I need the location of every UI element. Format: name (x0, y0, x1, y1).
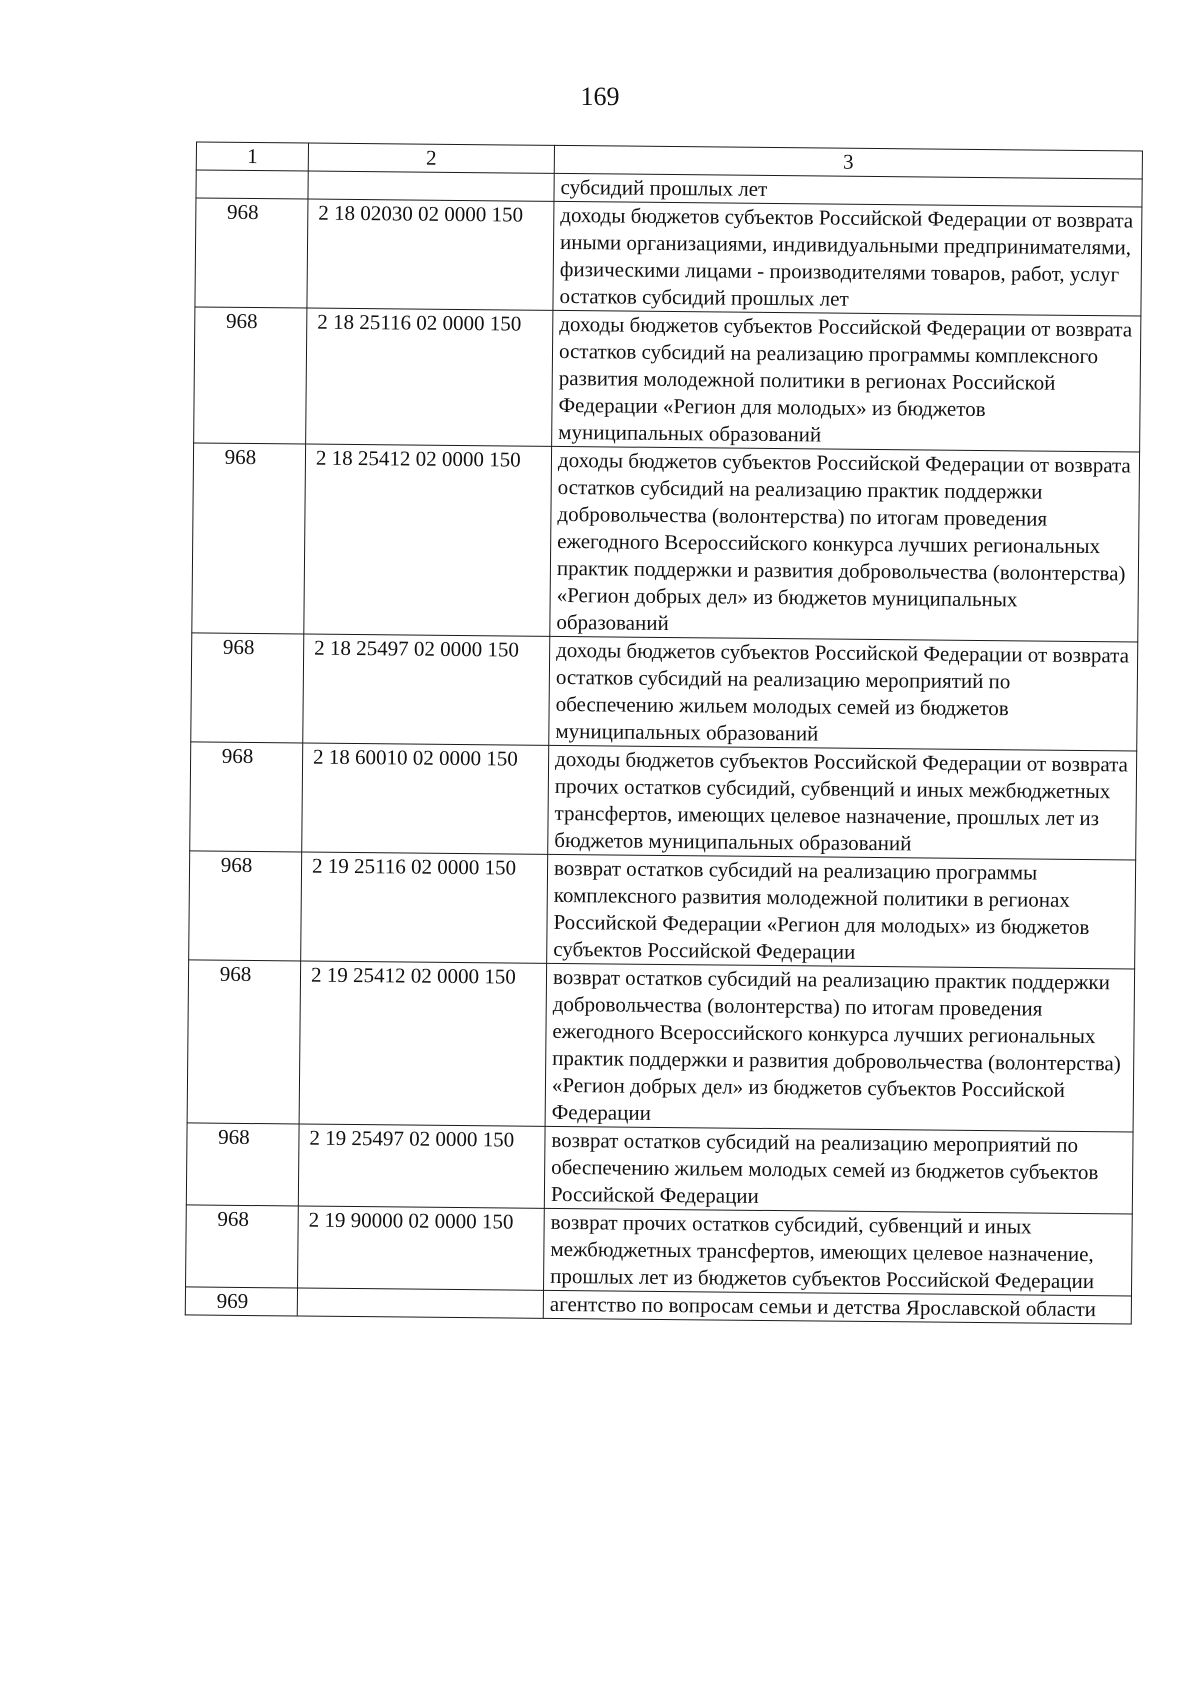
admin-code-cell: 968 (195, 198, 308, 308)
table-row (189, 851, 1136, 969)
header-column-1: 1 (196, 142, 308, 171)
page-number: 169 (580, 82, 620, 111)
admin-code-cell: 968 (190, 742, 303, 852)
budget-code-cell: 2 19 25116 02 0000 150 (301, 852, 548, 963)
table-row (192, 443, 1140, 642)
header-column-3: 3 (554, 145, 1142, 179)
admin-code-cell: 968 (187, 960, 301, 1124)
revenue-name-cell: доходы бюджетов субъектов Российской Федерации от возврата остатков субсидий на реализацию программы комплексного развития молодежной политики в регионах Российской Федерации «Регион для молодых» из бюджетов муниципальных образований (552, 310, 1141, 452)
revenue-name-cell: доходы бюджетов субъектов Российской Федерации от возврата иными организациями, индивидуальными предпринимателями, физическими лицами - производителями товаров, работ, услуг остатков субсидий прошлых лет (553, 201, 1142, 316)
revenue-name-cell: возврат остатков субсидий на реализацию программы комплексного развития молодежной политики в регионах Российской Федерации «Регион для молодых» из бюджетов субъектов Российской Федерации (547, 854, 1136, 969)
budget-code-cell (308, 171, 554, 201)
budget-code-cell: 2 19 25412 02 0000 150 (299, 961, 547, 1126)
revenue-name-cell: агентство по вопросам семьи и детства Ярославской области (543, 1290, 1131, 1324)
revenue-codes-table (185, 141, 1143, 1324)
budget-code-cell: 2 18 25497 02 0000 150 (303, 634, 550, 745)
budget-code-cell: 2 18 60010 02 0000 150 (302, 743, 549, 854)
revenue-name-cell: возврат остатков субсидий на реализацию практик поддержки добровольчества (волонтерства) по итогам проведения ежегодного Всероссийского конкурса лучших региональных практик поддержки и развития добровольчества (волонтерства) «Регион добрых дел» из бюджетов субъектов Российской Федерации (545, 963, 1135, 1132)
table-row (194, 307, 1141, 452)
budget-code-cell: 2 18 25116 02 0000 150 (306, 308, 553, 446)
admin-code-cell: 969 (185, 1287, 297, 1316)
admin-code-cell: 968 (191, 633, 304, 743)
table-row (195, 198, 1142, 316)
revenue-name-cell: доходы бюджетов субъектов Российской Федерации от возврата остатков субсидий на реализацию мероприятий по обеспечению жильем молодых семей из бюджетов муниципальных образований (549, 636, 1138, 751)
revenue-name-cell: доходы бюджетов субъектов Российской Федерации от возврата остатков субсидий на реализацию практик поддержки добровольчества (волонтерства) по итогам проведения ежегодного Всероссийского конкурса лучших региональных практик поддержки и развития добровольчества (волонтерства) «Регион добрых дел» из бюджетов муниципальных образований (550, 446, 1140, 642)
header-column-2: 2 (308, 143, 554, 173)
table-row (190, 742, 1137, 860)
table-row (191, 633, 1138, 751)
budget-code-cell: 2 19 25497 02 0000 150 (298, 1124, 545, 1208)
revenue-name-cell: субсидий прошлых лет (554, 173, 1142, 207)
admin-code-cell: 968 (192, 443, 306, 634)
budget-code-cell (297, 1288, 543, 1318)
admin-code-cell: 968 (186, 1205, 299, 1288)
revenue-name-cell: доходы бюджетов субъектов Российской Федерации от возврата прочих остатков субсидий, субвенций и иных межбюджетных трансфертов, имеющих целевое назначение, прошлых лет из бюджетов муниципальных образований (548, 745, 1137, 860)
budget-code-cell: 2 18 25412 02 0000 150 (304, 444, 552, 636)
revenue-name-cell: возврат прочих остатков субсидий, субвенций и иных межбюджетных трансфертов, имеющих целевое назначение, прошлых лет из бюджетов субъектов Российской Федерации (544, 1208, 1133, 1296)
admin-code-cell: 968 (189, 851, 302, 961)
admin-code-cell: 968 (186, 1123, 299, 1206)
admin-code-cell (196, 170, 308, 199)
table-row (187, 960, 1135, 1132)
admin-code-cell: 968 (194, 307, 307, 444)
budget-code-cell: 2 19 90000 02 0000 150 (298, 1206, 545, 1290)
table-row (186, 1205, 1133, 1296)
budget-code-cell: 2 18 02030 02 0000 150 (307, 199, 554, 310)
table-row (186, 1123, 1133, 1214)
revenue-name-cell: возврат остатков субсидий на реализацию мероприятий по обеспечению жильем молодых семей из бюджетов субъектов Российской Федерации (544, 1126, 1133, 1214)
